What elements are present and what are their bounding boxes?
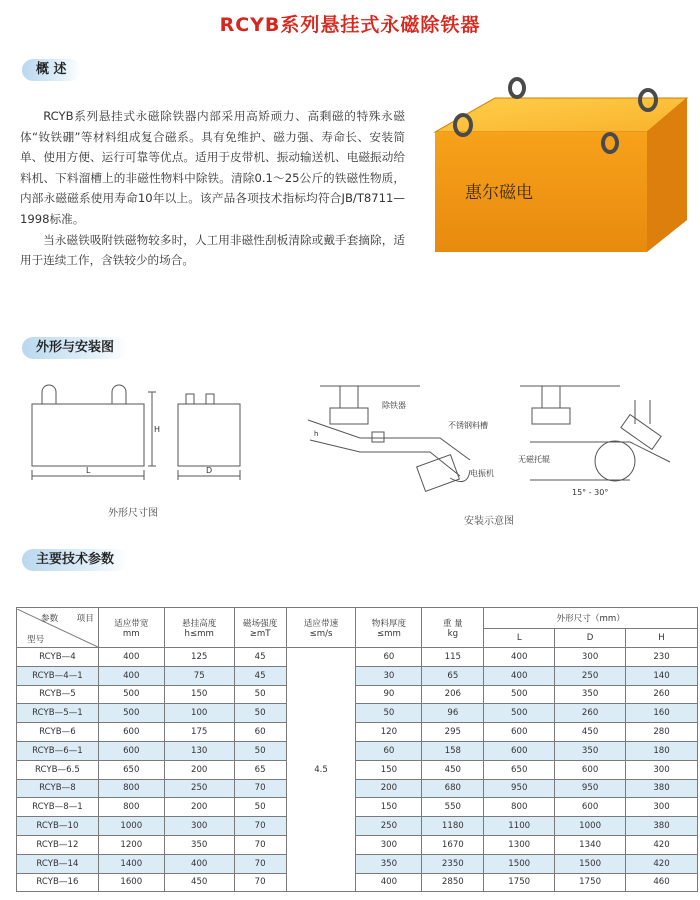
cell-field: 70 [234,854,286,873]
install-label-h: h [314,430,319,438]
cell-dim-l: 600 [484,741,555,760]
cell-dim-l: 1500 [484,854,555,873]
cell-height: 300 [164,817,234,836]
cell-thick: 300 [356,835,422,854]
cell-speed: 4.5 [286,648,356,892]
cell-height: 450 [164,873,234,892]
section-params: 主要技术参数 [22,549,128,571]
cell-belt: 1400 [98,854,164,873]
install-caption: 安装示意图 [464,516,514,527]
cell-thick: 50 [356,704,422,723]
cell-weight: 295 [422,723,484,742]
dimension-drawing [20,380,265,490]
cell-dim-h: 300 [626,760,698,779]
cell-thick: 400 [356,873,422,892]
cell-dim-l: 400 [484,648,555,667]
install-label-remover: 除铁器 [382,401,406,410]
table-row [17,779,698,798]
cell-dim-h: 420 [626,854,698,873]
cell-height: 130 [164,741,234,760]
cell-thick: 250 [356,817,422,836]
cell-model: RCYB—6 [17,723,99,742]
corner-param: 参数 [41,613,59,624]
cell-belt: 500 [98,685,164,704]
cell-dim-h: 230 [626,648,698,667]
cell-height: 100 [164,704,234,723]
product-brand-text: 惠尔磁电 [465,183,533,203]
cell-dim-h: 260 [626,685,698,704]
table-row [17,648,698,667]
cell-thick: 30 [356,666,422,685]
cell-height: 125 [164,648,234,667]
cell-model: RCYB—8—1 [17,798,99,817]
cell-height: 200 [164,760,234,779]
cell-field: 50 [234,704,286,723]
cell-belt: 600 [98,741,164,760]
cell-belt: 1600 [98,873,164,892]
cell-dim-d: 350 [555,741,626,760]
cell-dim-h: 460 [626,873,698,892]
cell-dim-h: 160 [626,704,698,723]
table-row [17,685,698,704]
corner-model: 型号 [27,634,45,645]
install-label-angle: 15° - 30° [572,488,609,497]
header-weight: 重 量 kg [422,608,484,648]
header-belt: 适应带宽 mm [98,608,164,648]
table-row [17,835,698,854]
cell-dim-d: 350 [555,685,626,704]
header-height: 悬挂高度 h≤mm [164,608,234,648]
cell-model: RCYB—5 [17,685,99,704]
cell-height: 175 [164,723,234,742]
cell-dim-h: 300 [626,798,698,817]
cell-dim-d: 260 [555,704,626,723]
cell-model: RCYB—10 [17,817,99,836]
cell-weight: 96 [422,704,484,723]
table-row [17,723,698,742]
cell-model: RCYB—14 [17,854,99,873]
cell-dim-d: 1750 [555,873,626,892]
cell-weight: 680 [422,779,484,798]
header-speed: 适应带速 ≤m/s [286,608,356,648]
intro-paragraph-1: RCYB系列悬挂式永磁除铁器内部采用高矫顽力、高剩磁的特殊永磁体“钕铁硼”等材料组成复合磁系。具有免维护、磁力强、寿命长、安装简单、使用方便、运行可靠等优点。适用于皮带机、振动输送机、电磁振动给料机、下料溜槽上的非磁性物料中除铁。清除0.1～25公斤的铁磁性物质，内部永磁磁系使用寿命10年以上。该产品各项技术指标均符合JB/T8711—1998标准。 [20,109,405,226]
cell-weight: 2850 [422,873,484,892]
cell-dim-d: 1500 [555,854,626,873]
install-label-trough: 不锈钢料槽 [448,421,488,430]
cell-model: RCYB—4 [17,648,99,667]
table-row [17,798,698,817]
cell-height: 350 [164,835,234,854]
cell-model: RCYB—5—1 [17,704,99,723]
install-label-feeder: 电振机 [470,469,494,478]
table-row [17,704,698,723]
table-row [17,854,698,873]
intro-paragraph-2: 当永磁铁吸附铁磁物较多时，人工用非磁性刮板清除或戴手套摘除，适用于连续工作，含铁较少的场合。 [20,232,405,268]
spec-table-body [17,648,698,892]
cell-model: RCYB—12 [17,835,99,854]
cell-field: 50 [234,685,286,704]
cell-dim-l: 400 [484,666,555,685]
cell-height: 250 [164,779,234,798]
cell-field: 50 [234,798,286,817]
table-row [17,666,698,685]
cell-field: 60 [234,723,286,742]
cell-dim-l: 600 [484,723,555,742]
table-row [17,817,698,836]
dim-label-h: H [154,425,161,434]
cell-model: RCYB—6.5 [17,760,99,779]
cell-weight: 550 [422,798,484,817]
cell-height: 400 [164,854,234,873]
cell-belt: 800 [98,798,164,817]
intro-text [20,106,405,271]
cell-dim-d: 300 [555,648,626,667]
cell-dim-h: 380 [626,817,698,836]
cell-dim-d: 1340 [555,835,626,854]
spec-table [16,607,698,892]
cell-thick: 350 [356,854,422,873]
cell-dim-h: 140 [626,666,698,685]
cell-thick: 200 [356,779,422,798]
cell-field: 70 [234,873,286,892]
cell-weight: 1180 [422,817,484,836]
cell-thick: 120 [356,723,422,742]
header-dim-l: L [484,629,555,648]
corner-item: 项目 [76,613,94,624]
table-row [17,741,698,760]
cell-weight: 65 [422,666,484,685]
cell-thick: 150 [356,798,422,817]
cell-belt: 1000 [98,817,164,836]
dimension-caption: 外形尺寸图 [108,508,158,519]
cell-dim-d: 950 [555,779,626,798]
page-title: RCYB系列悬挂式永磁除铁器 [219,14,481,36]
cell-dim-h: 280 [626,723,698,742]
cell-dim-d: 1000 [555,817,626,836]
cell-height: 200 [164,798,234,817]
cell-field: 70 [234,779,286,798]
cell-weight: 1670 [422,835,484,854]
header-dim-h: H [626,629,698,648]
cell-dim-l: 950 [484,779,555,798]
cell-model: RCYB—4—1 [17,666,99,685]
install-label-idler: 无磁托辊 [518,455,550,464]
section-overview: 概 述 [22,59,81,81]
cell-height: 75 [164,666,234,685]
cell-field: 45 [234,666,286,685]
cell-belt: 1200 [98,835,164,854]
cell-weight: 206 [422,685,484,704]
product-image [425,70,690,255]
cell-dim-h: 180 [626,741,698,760]
cell-field: 45 [234,648,286,667]
cell-field: 70 [234,835,286,854]
dim-label-l: L [86,466,91,475]
cell-dim-l: 650 [484,760,555,779]
cell-dim-l: 1100 [484,817,555,836]
header-dims: 外形尺寸（mm） [484,608,698,629]
cell-belt: 400 [98,666,164,685]
cell-dim-d: 250 [555,666,626,685]
cell-dim-l: 500 [484,685,555,704]
cell-model: RCYB—6—1 [17,741,99,760]
cell-belt: 600 [98,723,164,742]
cell-weight: 158 [422,741,484,760]
cell-belt: 800 [98,779,164,798]
cell-model: RCYB—16 [17,873,99,892]
cell-belt: 500 [98,704,164,723]
cell-dim-l: 1750 [484,873,555,892]
cell-height: 150 [164,685,234,704]
header-field: 磁场强度 ≥mT [234,608,286,648]
header-thick: 物料厚度 ≤mm [356,608,422,648]
cell-belt: 400 [98,648,164,667]
cell-weight: 2350 [422,854,484,873]
cell-belt: 650 [98,760,164,779]
cell-field: 65 [234,760,286,779]
cell-weight: 115 [422,648,484,667]
cell-thick: 150 [356,760,422,779]
table-row [17,873,698,892]
cell-thick: 60 [356,741,422,760]
cell-dim-h: 380 [626,779,698,798]
cell-dim-l: 800 [484,798,555,817]
table-row [17,760,698,779]
header-dim-d: D [555,629,626,648]
cell-dim-l: 1300 [484,835,555,854]
cell-weight: 450 [422,760,484,779]
section-install: 外形与安装图 [22,337,128,359]
cell-field: 70 [234,817,286,836]
cell-dim-d: 600 [555,760,626,779]
cell-model: RCYB—8 [17,779,99,798]
cell-dim-d: 600 [555,798,626,817]
cell-dim-d: 450 [555,723,626,742]
table-corner [17,608,99,648]
install-diagram [300,380,695,500]
dim-label-d: D [206,466,213,475]
cell-thick: 90 [356,685,422,704]
cell-dim-l: 500 [484,704,555,723]
cell-thick: 60 [356,648,422,667]
cell-field: 50 [234,741,286,760]
cell-dim-h: 420 [626,835,698,854]
